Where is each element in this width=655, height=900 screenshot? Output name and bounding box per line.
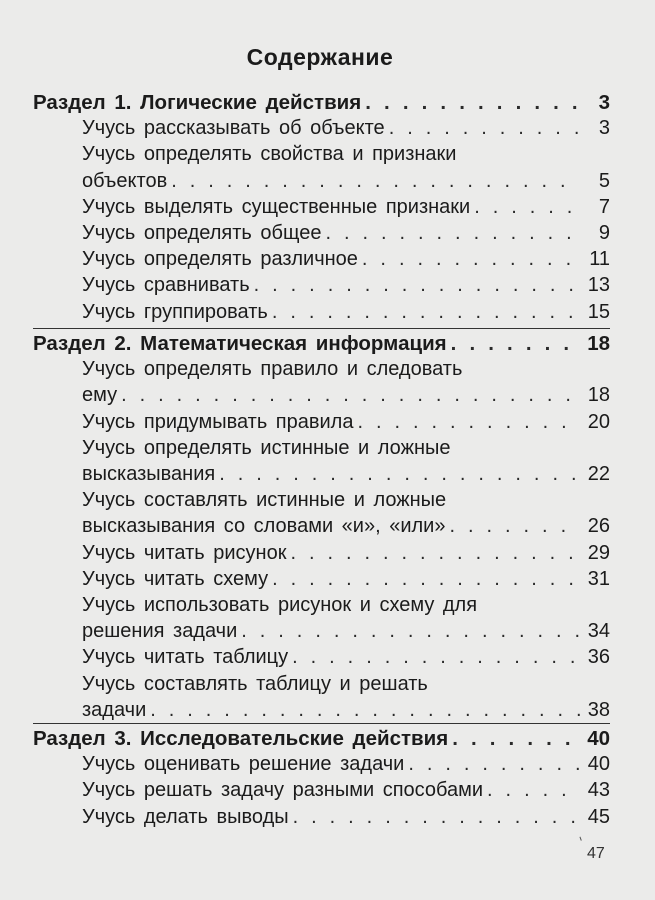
toc-entry [82, 673, 610, 699]
toc-entry [82, 196, 610, 222]
section-heading-text: Раздел 2. Математическая информация [33, 332, 447, 355]
dot-leader [290, 542, 580, 565]
toc-entry-page-number: 26 [587, 515, 610, 538]
toc-entry-text: высказывания [82, 463, 216, 485]
dot-leader [389, 117, 580, 140]
dot-leader [487, 779, 580, 802]
toc-entry-text: Учусь определять различное [82, 248, 358, 271]
toc-entry-text: Учусь придумывать правила [82, 410, 354, 433]
toc-entry-page-number: 13 [587, 274, 610, 297]
section-heading-text: Раздел 1. Логические действия [33, 91, 362, 114]
dot-leader [254, 274, 580, 297]
toc-entry-page-number: 29 [587, 541, 610, 564]
toc-entry-text: Учусь использовать рисунок и схему для [82, 594, 478, 616]
toc-entry-page-number: 5 [598, 169, 610, 192]
toc-entry [82, 753, 610, 779]
toc-entry-text: высказывания со словами «и», «или» [82, 515, 446, 538]
toc-entry-text: Учусь читать рисунок [82, 541, 287, 564]
toc-entry-text: Учусь решать задачу разными способами [82, 779, 484, 802]
dot-leader [365, 91, 580, 115]
toc-entry-text: Учусь читать таблицу [82, 646, 289, 669]
section-divider [33, 723, 610, 724]
dot-leader [293, 806, 580, 829]
toc-entry-page-number: 22 [587, 463, 610, 485]
toc-entry [82, 489, 610, 515]
toc-entry-text: Учусь определять свойства и признаки [82, 143, 457, 166]
section-heading [33, 332, 610, 358]
toc-entry [82, 222, 610, 248]
toc-entry-text: Учусь делать выводы [82, 805, 289, 828]
toc-entry-page-number: 7 [598, 195, 610, 218]
section-page-number: 3 [598, 91, 610, 114]
dot-leader [150, 699, 580, 722]
section-heading-text: Раздел 3. Исследовательские действия [33, 727, 449, 750]
toc-entry-page-number: 45 [587, 805, 610, 828]
toc-entry-text: Учусь выделять существенные признаки [82, 195, 471, 218]
toc-entry-page-number: 40 [587, 753, 610, 776]
toc-entry-text: Учусь сравнивать [82, 274, 250, 297]
toc-entry [82, 463, 610, 489]
toc-entry-page-number: 31 [587, 567, 610, 590]
toc-entry-text: объектов [82, 169, 168, 192]
toc-entry-page-number: 15 [587, 300, 610, 323]
section-page-number: 18 [587, 332, 610, 355]
toc-entry [82, 779, 610, 805]
toc-entry-page-number: 9 [598, 222, 610, 244]
toc-entry-page-number: 3 [598, 117, 610, 140]
page-number: 47 [587, 845, 605, 862]
toc-entry [82, 384, 610, 410]
toc-entry [82, 620, 610, 646]
toc-entry [82, 568, 610, 594]
dot-leader [357, 411, 580, 434]
dot-leader [474, 196, 580, 219]
toc-entry-page-number: 34 [587, 620, 610, 643]
toc-entry-page-number: 43 [587, 779, 610, 802]
toc-entry-page-number: 20 [587, 410, 610, 433]
toc-entry-page-number: 11 [589, 248, 610, 271]
toc-entry [82, 117, 610, 143]
toc-entry [82, 358, 610, 384]
toc-entry-text: решения задачи [82, 620, 238, 643]
toc-entry [82, 411, 610, 437]
dot-leader [452, 727, 580, 751]
dot-leader [449, 515, 580, 538]
toc-entry [82, 301, 610, 327]
toc-entry-text: Учусь составлять таблицу и решать [82, 672, 428, 695]
toc-entry-page-number: 38 [587, 698, 610, 721]
page-title: Содержание [246, 44, 394, 70]
dot-leader [272, 301, 580, 324]
toc-entry-text: Учусь рассказывать об объекте [82, 117, 385, 140]
toc-entry-text: Учусь определять истинные и ложные [82, 436, 451, 459]
toc-entry [82, 248, 610, 274]
section-page-number: 40 [587, 727, 610, 750]
dot-leader [292, 646, 580, 669]
toc-entry [82, 437, 610, 463]
section-divider [33, 328, 610, 329]
toc-entry-text: Учусь составлять истинные и ложные [82, 489, 447, 512]
toc-entry [82, 806, 610, 832]
toc-entry-page-number: 36 [587, 646, 610, 669]
toc-entry-text: Учусь группировать [82, 300, 268, 323]
toc-entry-text: ему [82, 384, 118, 407]
dot-leader [451, 332, 580, 356]
toc-entry-text: Учусь оценивать решение задачи [82, 753, 405, 776]
toc-entry [82, 542, 610, 568]
dot-leader [241, 620, 580, 643]
section-heading [33, 727, 610, 753]
toc-entry-text: задачи [82, 698, 147, 721]
dot-leader [121, 384, 580, 407]
toc-entry [82, 594, 610, 620]
toc-entry-page-number: 18 [587, 384, 610, 407]
toc-entry [82, 274, 610, 300]
toc-entry-text: Учусь определять общее [82, 222, 322, 244]
dot-leader [272, 568, 580, 591]
dot-leader [362, 248, 580, 271]
toc-entry [82, 143, 610, 169]
toc-entry [82, 515, 610, 541]
dot-leader [219, 463, 580, 486]
toc-entry [82, 170, 610, 196]
dot-leader [325, 222, 580, 245]
dot-leader [171, 170, 580, 193]
section-heading [33, 91, 610, 117]
dot-leader [408, 753, 580, 776]
toc-entry [82, 646, 610, 672]
toc-entry-text: Учусь читать схему [82, 567, 269, 590]
toc-entry [82, 699, 610, 725]
toc-entry-text: Учусь определять правило и следовать [82, 358, 463, 381]
